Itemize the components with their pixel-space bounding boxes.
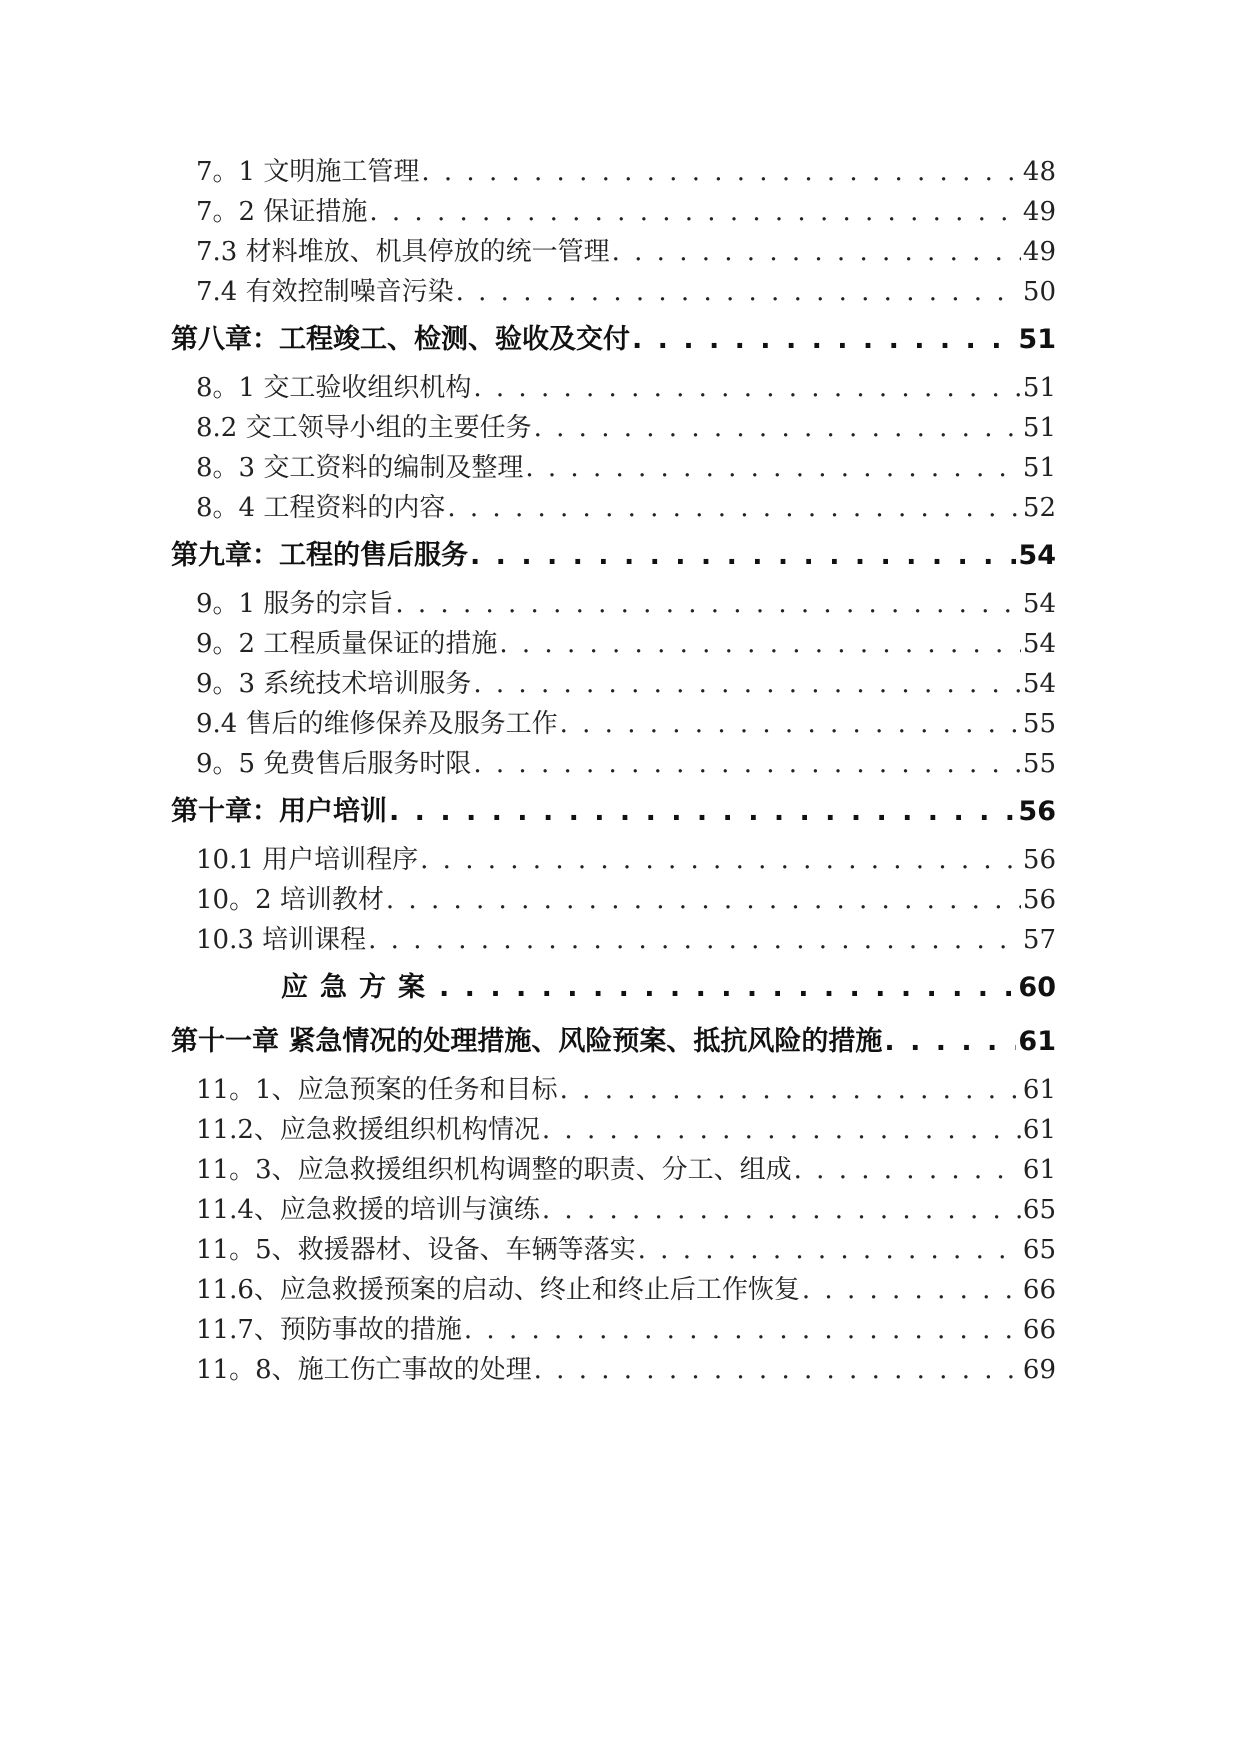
toc-entry-title: 7.3 材料堆放、机具停放的统一管理 bbox=[196, 237, 610, 267]
toc-entry-title: 9。3 系统技术培训服务 bbox=[196, 669, 472, 699]
dot-leader bbox=[560, 1070, 1021, 1110]
toc-entry-11-3[interactable] bbox=[171, 1150, 1056, 1190]
toc-entry-10-1[interactable] bbox=[171, 840, 1056, 880]
dot-leader bbox=[638, 1230, 1021, 1270]
toc-entry-7-2[interactable] bbox=[171, 192, 1056, 232]
dot-leader bbox=[473, 368, 1021, 408]
dot-leader bbox=[473, 744, 1021, 784]
toc-entry-title: 11.4、应急救援的培训与演练 bbox=[196, 1195, 540, 1225]
dot-leader bbox=[802, 1270, 1021, 1310]
toc-chapter-title: 第九章：工程的售后服务 bbox=[171, 540, 468, 571]
toc-entry-11-8[interactable] bbox=[171, 1350, 1056, 1390]
toc-entry-title: 9.4 售后的维修保养及服务工作 bbox=[196, 709, 558, 739]
dot-leader bbox=[395, 584, 1021, 624]
toc-entry-9-3[interactable] bbox=[171, 664, 1056, 704]
dot-leader bbox=[525, 448, 1021, 488]
toc-chapter-page: 54 bbox=[1018, 540, 1056, 571]
toc-entry-11-6[interactable] bbox=[171, 1270, 1056, 1310]
toc-chapter-page: 51 bbox=[1018, 324, 1056, 355]
toc-chapter-title: 第八章：工程竣工、检测、验收及交付 bbox=[171, 324, 630, 355]
toc-entry-page: 57 bbox=[1022, 925, 1056, 955]
toc-entry-title: 10.3 培训课程 bbox=[196, 925, 367, 955]
toc-chapter-emergency-plan[interactable] bbox=[171, 962, 1056, 1014]
toc-chapter-page: 56 bbox=[1018, 796, 1056, 827]
toc-entry-page: 66 bbox=[1022, 1315, 1056, 1345]
toc-chapter-title: 第十一章 紧急情况的处理措施、风险预案、抵抗风险的措施 bbox=[171, 1026, 883, 1057]
dot-leader bbox=[368, 920, 1021, 960]
toc-entry-page: 51 bbox=[1022, 413, 1056, 443]
toc-entry-page: 66 bbox=[1022, 1275, 1056, 1305]
dot-leader bbox=[421, 152, 1021, 192]
toc-entry-8-3[interactable] bbox=[171, 448, 1056, 488]
toc-entry-title: 11.2、应急救援组织机构情况 bbox=[196, 1115, 540, 1145]
toc-entry-title: 7。2 保证措施 bbox=[196, 197, 368, 227]
dot-leader bbox=[420, 840, 1021, 880]
toc-entry-11-5[interactable] bbox=[171, 1230, 1056, 1270]
toc-entry-page: 49 bbox=[1022, 237, 1056, 267]
toc-entry-8-1[interactable] bbox=[171, 368, 1056, 408]
toc-entry-title: 11.6、应急救援预案的启动、终止和终止后工作恢复 bbox=[196, 1275, 800, 1305]
toc-entry-11-2[interactable] bbox=[171, 1110, 1056, 1150]
toc-entry-page: 51 bbox=[1022, 373, 1056, 403]
toc-entry-title: 10.1 用户培训程序 bbox=[196, 845, 419, 875]
toc-entry-7-3[interactable] bbox=[171, 232, 1056, 272]
toc-chapter-9[interactable] bbox=[171, 530, 1056, 582]
toc-entry-title: 8。3 交工资料的编制及整理 bbox=[196, 453, 524, 483]
toc-entry-title: 11。5、救援器材、设备、车辆等落实 bbox=[196, 1235, 636, 1265]
toc-chapter-page: 61 bbox=[1018, 1026, 1056, 1057]
toc-entry-page: 54 bbox=[1022, 589, 1056, 619]
dot-leader bbox=[560, 704, 1021, 744]
toc-chapter-page: 60 bbox=[1018, 972, 1056, 1003]
dot-leader bbox=[456, 272, 1021, 312]
dot-leader bbox=[534, 408, 1021, 448]
toc-entry-page: 61 bbox=[1022, 1075, 1056, 1105]
toc-entry-page: 55 bbox=[1022, 709, 1056, 739]
toc-entry-10-3[interactable] bbox=[171, 920, 1056, 960]
toc-entry-11-1[interactable] bbox=[171, 1070, 1056, 1110]
toc-chapter-10[interactable] bbox=[171, 786, 1056, 838]
table-of-contents bbox=[171, 152, 1056, 1390]
toc-entry-page: 48 bbox=[1022, 157, 1056, 187]
toc-entry-title: 10。2 培训教材 bbox=[196, 885, 384, 915]
toc-entry-title: 8.2 交工领导小组的主要任务 bbox=[196, 413, 532, 443]
dot-leader bbox=[499, 624, 1021, 664]
toc-entry-title: 11.7、预防事故的措施 bbox=[196, 1315, 462, 1345]
dot-leader bbox=[632, 314, 1016, 366]
toc-entry-title: 9。1 服务的宗旨 bbox=[196, 589, 394, 619]
dot-leader bbox=[534, 1350, 1021, 1390]
toc-entry-9-4[interactable] bbox=[171, 704, 1056, 744]
toc-entry-title: 7.4 有效控制噪音污染 bbox=[196, 277, 454, 307]
dot-leader bbox=[542, 1110, 1021, 1150]
toc-entry-9-5[interactable] bbox=[171, 744, 1056, 784]
toc-entry-page: 65 bbox=[1022, 1195, 1056, 1225]
toc-entry-title: 11。1、应急预案的任务和目标 bbox=[196, 1075, 558, 1105]
dot-leader bbox=[542, 1190, 1021, 1230]
toc-entry-9-1[interactable] bbox=[171, 584, 1056, 624]
dot-leader bbox=[439, 962, 1016, 1014]
toc-entry-page: 52 bbox=[1022, 493, 1056, 523]
toc-entry-10-2[interactable] bbox=[171, 880, 1056, 920]
toc-entry-7-4[interactable] bbox=[171, 272, 1056, 312]
toc-entry-8-4[interactable] bbox=[171, 488, 1056, 528]
toc-entry-page: 69 bbox=[1022, 1355, 1056, 1385]
toc-entry-page: 61 bbox=[1022, 1155, 1056, 1185]
dot-leader bbox=[447, 488, 1021, 528]
toc-entry-page: 61 bbox=[1022, 1115, 1056, 1145]
dot-leader bbox=[369, 192, 1021, 232]
toc-entry-11-4[interactable] bbox=[171, 1190, 1056, 1230]
toc-entry-title: 8。1 交工验收组织机构 bbox=[196, 373, 472, 403]
toc-entry-title: 9。2 工程质量保证的措施 bbox=[196, 629, 498, 659]
dot-leader bbox=[464, 1310, 1021, 1350]
toc-entry-page: 54 bbox=[1022, 629, 1056, 659]
toc-entry-page: 56 bbox=[1022, 845, 1056, 875]
dot-leader bbox=[389, 786, 1016, 838]
toc-entry-page: 49 bbox=[1022, 197, 1056, 227]
toc-entry-page: 50 bbox=[1022, 277, 1056, 307]
dot-leader bbox=[470, 530, 1016, 582]
toc-entry-page: 54 bbox=[1022, 669, 1056, 699]
toc-entry-page: 56 bbox=[1022, 885, 1056, 915]
dot-leader bbox=[473, 664, 1021, 704]
toc-entry-9-2[interactable] bbox=[171, 624, 1056, 664]
dot-leader bbox=[884, 1016, 1016, 1068]
toc-chapter-title: 应急方案 bbox=[281, 972, 437, 1003]
toc-entry-page: 51 bbox=[1022, 453, 1056, 483]
toc-entry-8-2[interactable] bbox=[171, 408, 1056, 448]
dot-leader bbox=[794, 1150, 1021, 1190]
toc-chapter-8[interactable] bbox=[171, 314, 1056, 366]
toc-entry-page: 55 bbox=[1022, 749, 1056, 779]
toc-entry-title: 11。8、施工伤亡事故的处理 bbox=[196, 1355, 532, 1385]
dot-leader bbox=[386, 880, 1021, 920]
toc-chapter-title: 第十章：用户培训 bbox=[171, 796, 387, 827]
toc-entry-page: 65 bbox=[1022, 1235, 1056, 1265]
dot-leader bbox=[612, 232, 1021, 272]
toc-entry-title: 8。4 工程资料的内容 bbox=[196, 493, 446, 523]
toc-entry-title: 9。5 免费售后服务时限 bbox=[196, 749, 472, 779]
toc-entry-title: 7。1 文明施工管理 bbox=[196, 157, 420, 187]
toc-chapter-11[interactable] bbox=[171, 1016, 1056, 1068]
toc-entry-11-7[interactable] bbox=[171, 1310, 1056, 1350]
toc-entry-7-1[interactable] bbox=[171, 152, 1056, 192]
toc-entry-title: 11。3、应急救援组织机构调整的职责、分工、组成 bbox=[196, 1155, 792, 1185]
